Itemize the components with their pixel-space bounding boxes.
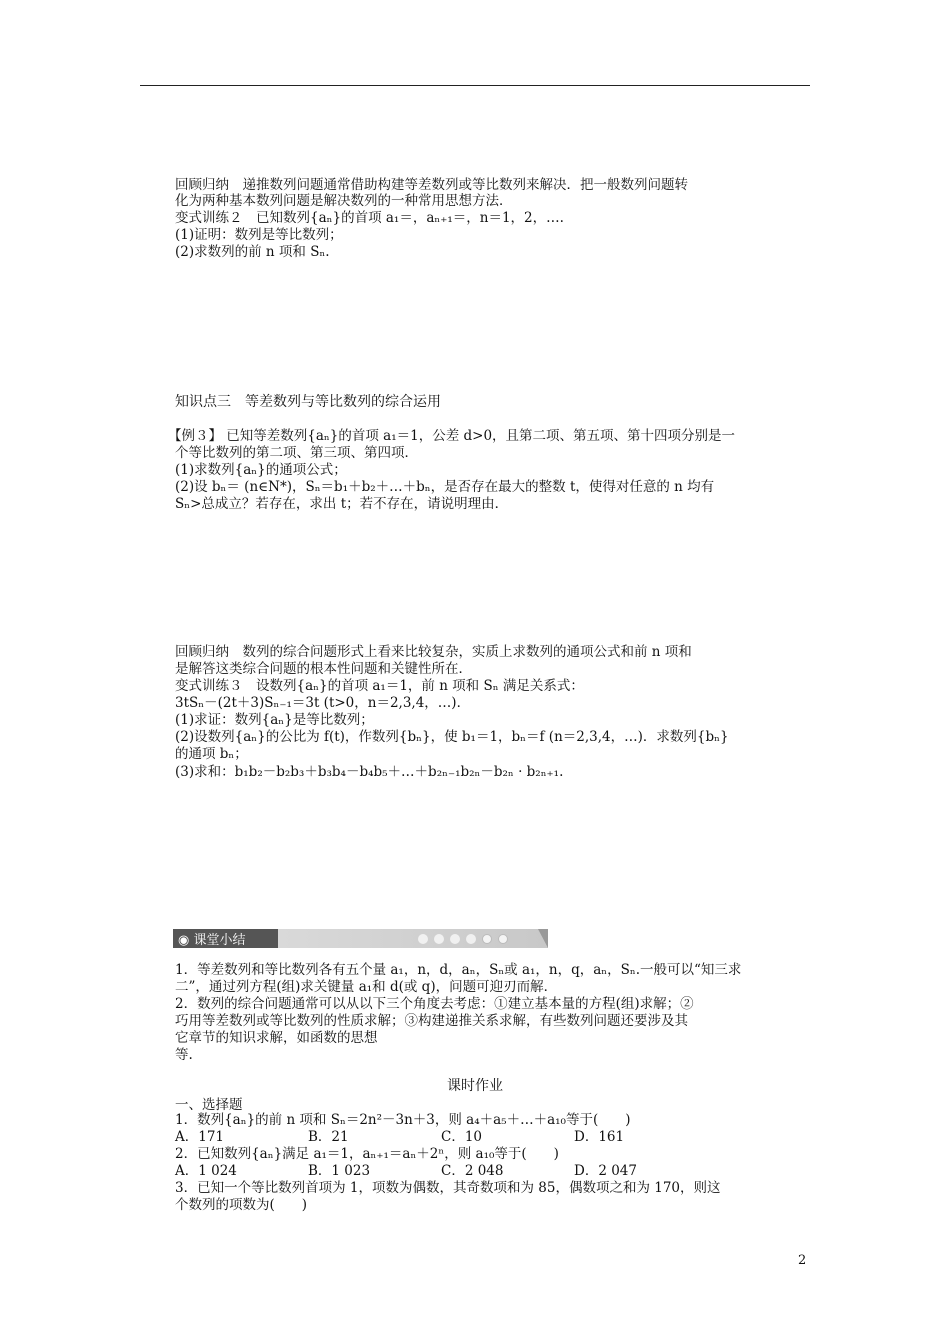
example-3-line-3: (1)求数列{aₙ}的通项公式； xyxy=(175,462,347,478)
summary-line-1: 1．等差数列和等比数列各有五个量 a₁，n，d，aₙ，Sₙ或 a₁，n，q，aₙ，Sₙ.一般可以“知三求 xyxy=(175,962,742,978)
exercise-2-line-2: (1)证明：数列是等比数列； xyxy=(175,227,343,243)
page-number: 2 xyxy=(798,1253,807,1268)
review-3-line-2: 是解答这类综合问题的根本性问题和关键性所在． xyxy=(175,661,472,677)
exercise-3-line-4: (2)设数列{aₙ}的公比为 f(t)，作数列{bₙ}，使 b₁＝1，bₙ＝f (n＝2,3,4，…)．求数列{bₙ} xyxy=(175,729,729,745)
q2-option-d: D．2 047 xyxy=(574,1163,637,1179)
review-2-line-1: 回顾归纳 递推数列问题通常借助构建等差数列或等比数列来解决．把一般数列问题转 xyxy=(175,177,688,193)
summary-line-2: 二”，通过列方程(组)求关键量 a₁和 d(或 q)，问题可迎刃而解． xyxy=(175,979,558,995)
exercise-3-line-6: (3)求和：b₁b₂－b₂b₃＋b₃b₄－b₄b₅＋…＋b₂ₙ₋₁b₂ₙ－b₂ₙ · b₂ₙ₊₁. xyxy=(175,764,564,780)
summary-line-6: 等. xyxy=(175,1047,193,1063)
q1-option-d: D．161 xyxy=(574,1129,625,1145)
example-3-line-2: 个等比数列的第二项、第三项、第四项． xyxy=(175,445,418,461)
q2-option-b: B．1 023 xyxy=(308,1163,371,1179)
example-3-line-4: (2)设 bₙ＝ (n∈N*)，Sₙ＝b₁＋b₂＋…＋bₙ，是否存在最大的整数 t，使得对任意的 n 均有 xyxy=(175,479,715,495)
question-2: 2．已知数列{aₙ}满足 a₁＝1，aₙ₊₁＝aₙ＋2ⁿ，则 a₁₀等于( ) xyxy=(175,1146,559,1162)
question-1: 1．数列{aₙ}的前 n 项和 Sₙ＝2n²－3n＋3，则 a₄＋a₅＋…＋a₁₀等于( ) xyxy=(175,1112,631,1128)
example-3-line-1: 【例３】 已知等差数列{aₙ}的首项 a₁＝1，公差 d>0，且第二项、第五项、第十四项分别是一 xyxy=(168,428,736,444)
homework-section: 一、选择题 xyxy=(175,1097,243,1113)
summary-line-4: 巧用等差数列或等比数列的性质求解；③构建递推关系求解，有些数列问题还要涉及其 xyxy=(175,1013,688,1029)
summary-line-3: 2．数列的综合问题通常可以从以下三个角度去考虑：①建立基本量的方程(组)求解；② xyxy=(175,996,694,1012)
exercise-3-line-5: 的通项 bₙ； xyxy=(175,746,248,762)
question-3-line-1: 3．已知一个等比数列首项为 1，项数为偶数，其奇数项和为 85，偶数项之和为 170，则这 xyxy=(175,1180,721,1196)
summary-line-5: 它章节的知识求解，如函数的思想 xyxy=(175,1030,378,1046)
homework-title: 课时作业 xyxy=(447,1078,503,1094)
exercise-3-line-1: 变式训练３ 设数列{aₙ}的首项 a₁＝1，前 n 项和 Sₙ 满足关系式： xyxy=(175,678,584,694)
summary-banner-label: ◉ 课堂小结 xyxy=(173,929,278,948)
summary-banner xyxy=(173,929,548,948)
exercise-3-line-2: 3tSₙ－(2t＋3)Sₙ₋₁＝3t (t>0，n＝2,3,4，…)． xyxy=(175,695,471,711)
exercise-2-line-1: 变式训练２ 已知数列{aₙ}的首项 a₁＝，aₙ₊₁＝，n＝1，2，…. xyxy=(175,210,564,226)
knowledge-point-3-title: 知识点三 等差数列与等比数列的综合运用 xyxy=(175,394,441,410)
q1-option-c: C．10 xyxy=(441,1129,483,1145)
header-rule xyxy=(140,85,810,86)
review-2-line-2: 化为两种基本数列问题是解决数列的一种常用思想方法． xyxy=(175,193,513,209)
exercise-3-line-3: (1)求证：数列{aₙ}是等比数列； xyxy=(175,712,374,728)
question-3-line-2: 个数列的项数为( ) xyxy=(175,1197,308,1213)
q1-option-a: A．171 xyxy=(175,1129,225,1145)
exercise-2-line-3: (2)求数列的前 n 项和 Sₙ. xyxy=(175,244,330,260)
banner-dots xyxy=(418,934,508,944)
q2-option-a: A．1 024 xyxy=(175,1163,237,1179)
q2-option-c: C．2 048 xyxy=(441,1163,504,1179)
review-3-line-1: 回顾归纳 数列的综合问题形式上看来比较复杂，实质上求数列的通项公式和前 n 项和 xyxy=(175,644,692,660)
example-3-line-5: Sₙ>总成立？若存在，求出 t；若不存在，请说明理由． xyxy=(175,496,509,512)
q1-option-b: B．21 xyxy=(308,1129,349,1145)
